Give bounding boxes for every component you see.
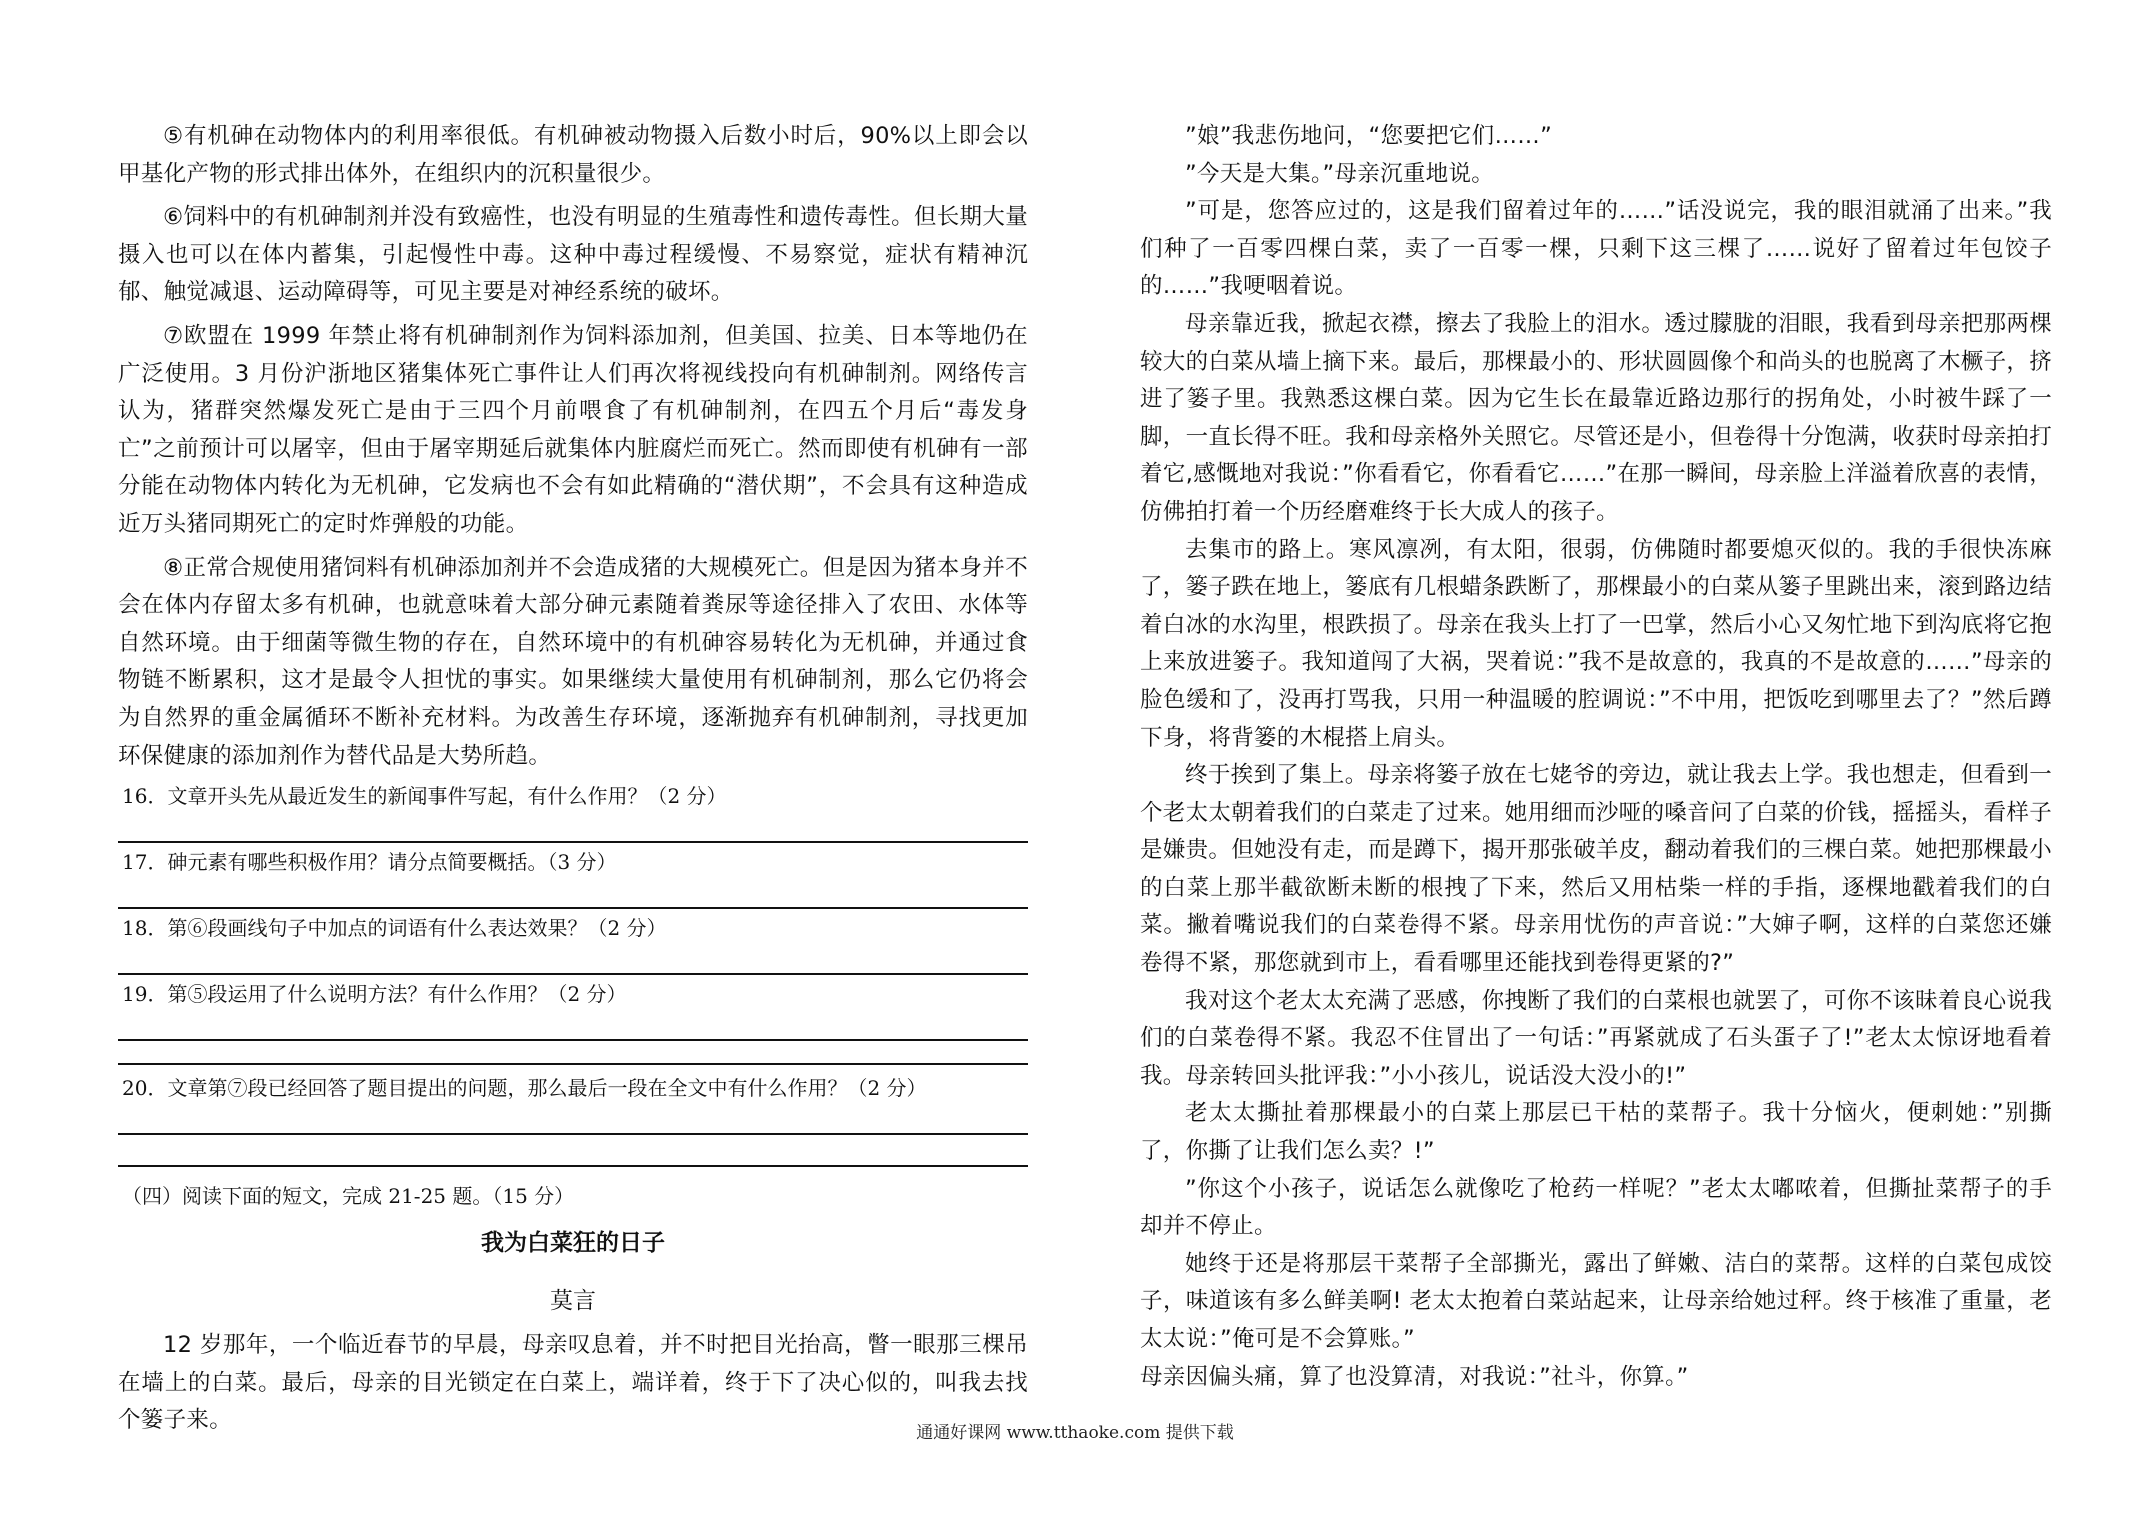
story-paragraph: 终于挨到了集上。母亲将篓子放在七姥爷的旁边，就让我去上学。我也想走，但看到一个老太太朝着我们的白菜走了过来。她用细而沙哑的嗓音问了白菜的价钱，摇摇头，看样子是嫌贵。但她没有走，而是蹲下，揭开那张破羊皮，翻动着我们的三棵白菜。她把那棵最小的白菜上那半截欲断未断的根拽了下来，然后又用枯柴一样的手指，逐棵地戳着我们的白菜。撇着嘴说我们的白菜卷得不紧。母亲用忧伤的声音说：”大婶子啊，这样的白菜您还嫌卷得不紧，那您就到市上，看看哪里还能找到卷得更紧的?”	[1140, 762, 2053, 977]
paragraph-6: ⑥饲料中的有机砷制剂并没有致癌性，也没有明显的生殖毒性和遗传毒性。但长期大量摄入也可以在体内蓄集，引起慢性中毒。这种中毒过程缓慢、不易察觉，症状有精神沉郁、触觉减退、运动障碍等，可见主要是对神经系统的破坏。	[118, 204, 1028, 306]
question-18-block	[118, 913, 1028, 975]
question-20-block	[118, 1073, 1028, 1167]
answer-line[interactable]	[118, 1041, 1028, 1065]
answer-line[interactable]	[118, 1135, 1028, 1167]
question-19: 19．第⑤段运用了什么说明方法？有什么作用？（2 分）	[122, 982, 627, 1007]
question-16: 16．文章开头先从最近发生的新闻事件写起，有什么作用？（2 分）	[122, 784, 727, 809]
story-paragraph: ”你这个小孩子，说话怎么就像吃了枪药一样呢？”老太太嘟哝着，但撕扯菜帮子的手却并不停止。	[1140, 1175, 2052, 1240]
paragraph-5: ⑤有机砷在动物体内的利用率很低。有机砷被动物摄入后数小时后，90%以上即会以甲基化产物的形式排出体外，在组织内的沉积量很少。	[118, 123, 1028, 187]
question-18: 18．第⑥段画线句子中加点的词语有什么表达效果？（2 分）	[122, 916, 667, 941]
right-column	[1140, 118, 2052, 1396]
paragraph-8: ⑧正常合规使用猪饲料有机砷添加剂并不会造成猪的大规模死亡。但是因为猪本身并不会在体内存留太多有机砷，也就意味着大部分砷元素随着粪尿等途径排入了农田、水体等自然环境。由于细菌等微生物的存在，自然环境中的有机砷容易转化为无机砷，并通过食物链不断累积，这才是最令人担忧的事实。如果继续大量使用有机砷制剂，那么它仍将会为自然界的重金属循环不断补充材料。为改善生存环境，逐渐抛弃有机砷制剂，寻找更加环保健康的添加剂作为替代品是大势所趋。	[118, 554, 1028, 769]
story-paragraph: 母亲因偏头痛，算了也没算清，对我说：”社斗，你算。”	[1140, 1363, 1689, 1390]
question-20: 20．文章第⑦段已经回答了题目提出的问题，那么最后一段在全文中有什么作用？（2 分）	[122, 1076, 927, 1101]
question-16-block	[118, 781, 1028, 843]
question-17: 17．砷元素有哪些积极作用？请分点简要概括。（3 分）	[122, 850, 617, 875]
answer-line[interactable]	[118, 877, 1028, 909]
question-19-block	[118, 979, 1028, 1065]
story-paragraph: 我对这个老太太充满了恶感，你拽断了我们的白菜根也就罢了，可你不该昧着良心说我们的白菜卷得不紧。我忍不住冒出了一句话：”再紧就成了石头蛋子了!”老太太惊讶地看着我。母亲转回头批评我：”小小孩儿，说话没大没小的!”	[1140, 987, 2052, 1089]
answer-line[interactable]	[118, 1009, 1028, 1041]
paragraph-7: ⑦欧盟在 1999 年禁止将有机砷制剂作为饲料添加剂，但美国、拉美、日本等地仍在广泛使用。3 月份沪浙地区猪集体死亡事件让人们再次将视线投向有机砷制剂。网络传言认为，猪群突然爆发死亡是由于三四个月前喂食了有机砷制剂，在四五个月后“毒发身亡”之前预计可以屠宰，但由于屠宰期延后就集体内脏腐烂而死亡。然而即使有机砷有一部分能在动物体内转化为无机砷，它发病也不会有如此精确的“潜伏期”，不会具有这种造成近万头猪同期死亡的定时炸弹般的功能。	[118, 322, 1028, 537]
story-paragraph: 12 岁那年，一个临近春节的早晨，母亲叹息着，并不时把目光抬高，瞥一眼那三棵吊在墙上的白菜。最后，母亲的目光锁定在白菜上，端详着，终于下了决心似的，叫我去找个篓子来。	[118, 1332, 1028, 1434]
story-paragraph: ”可是，您答应过的，这是我们留着过年的……”话没说完，我的眼泪就涌了出来。”我们种了一百零四棵白菜，卖了一百零一棵，只剩下这三棵了……说好了留着过年包饺子的……”我哽咽着说。	[1140, 198, 2052, 300]
story-paragraph: ”今天是大集。”母亲沉重地说。	[1185, 160, 1495, 187]
answer-line[interactable]	[118, 811, 1028, 843]
question-17-block	[118, 847, 1028, 909]
page-footer: 通通好课网 www.tthaoke.com 提供下载	[916, 1423, 1234, 1443]
story-paragraph: 去集市的路上。寒风凛冽，有太阳，很弱，仿佛随时都要熄灭似的。我的手很快冻麻了，篓子跌在地上，篓底有几根蜡条跌断了，那棵最小的白菜从篓子里跳出来，滚到路边结着白冰的水沟里，根跌损了。母亲在我头上打了一巴掌，然后小心又匆忙地下到沟底将它抱上来放进篓子。我知道闯了大祸，哭着说：”我不是故意的，我真的不是故意的……”母亲的脸色缓和了，没再打骂我，只用一种温暖的腔调说：”不中用，把饭吃到哪里去了？”然后蹲下身，将背篓的木棍搭上肩头。	[1140, 536, 2053, 751]
section-heading: （四）阅读下面的短文，完成 21-25 题。（15 分）	[122, 1184, 575, 1209]
story-paragraph: 母亲靠近我，掀起衣襟，擦去了我脸上的泪水。透过朦胧的泪眼，我看到母亲把那两棵较大的白菜从墙上摘下来。最后，那棵最小的、形状圆圆像个和尚头的也脱离了木橛子，挤进了篓子里。我熟悉这棵白菜。因为它生长在最靠近路边那行的拐角处，小时被牛踩了一脚，一直长得不旺。我和母亲格外关照它。尽管还是小，但卷得十分饱满，收获时母亲拍打着它,感慨地对我说：”你看看它，你看看它……”在那一瞬间，母亲脸上洋溢着欣喜的表情，仿佛拍打着一个历经磨难终于长大成人的孩子。	[1140, 310, 2053, 525]
answer-line[interactable]	[118, 943, 1028, 975]
story-paragraph: 她终于还是将那层干菜帮子全部撕光，露出了鲜嫩、洁白的菜帮。这样的白菜包成饺子，味道该有多么鲜美啊! 老太太抱着白菜站起来，让母亲给她过秤。终于核准了重量，老太太说：”俺可是不会算账。”	[1140, 1250, 2052, 1352]
story-paragraph: ”娘”我悲伤地问，“您要把它们……”	[1185, 123, 1553, 149]
story-author: 莫言	[550, 1288, 596, 1315]
left-column	[118, 118, 1028, 1440]
story-paragraph: 老太太撕扯着那棵最小的白菜上那层已干枯的菜帮子。我十分恼火，便刺她：”别撕了，你撕了让我们怎么卖？!”	[1140, 1100, 2052, 1165]
story-title: 我为白菜狂的日子	[481, 1230, 665, 1257]
answer-line[interactable]	[118, 1103, 1028, 1135]
